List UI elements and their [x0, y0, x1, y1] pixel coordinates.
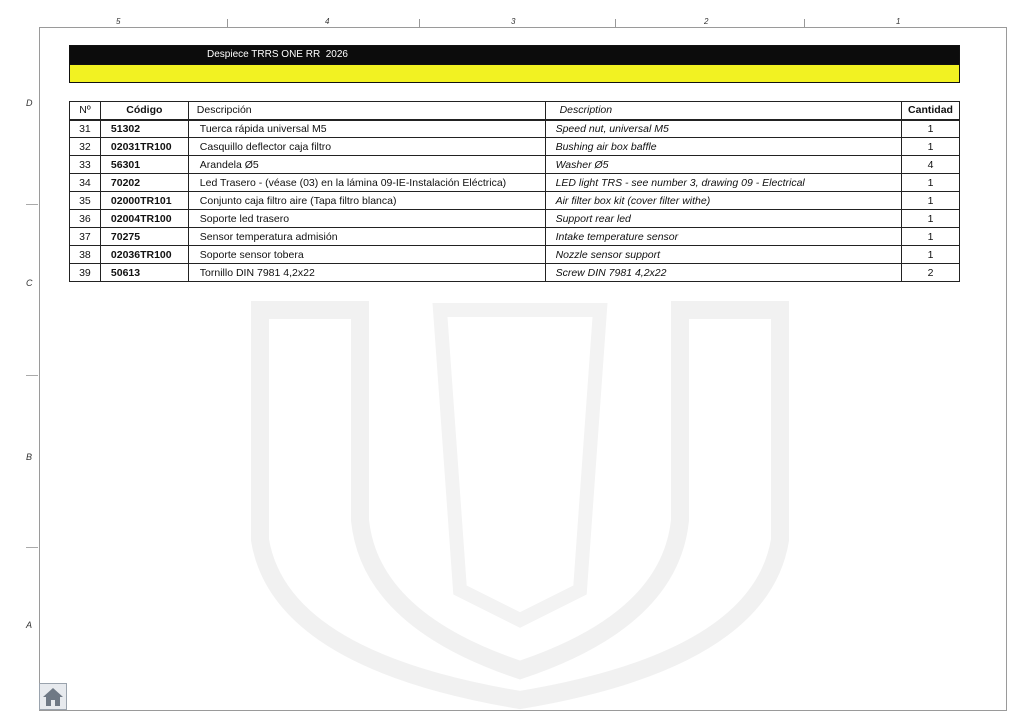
header-description-es: Descripción	[188, 102, 545, 120]
row-number: 37	[70, 228, 101, 246]
row-quantity: 1	[902, 210, 960, 228]
row-quantity: 1	[902, 192, 960, 210]
top-ruler	[39, 14, 1007, 27]
header-number: Nº	[70, 102, 101, 120]
table-header-row	[70, 102, 960, 120]
table-row	[70, 210, 960, 228]
row-quantity: 1	[902, 138, 960, 156]
ruler-tick	[615, 19, 616, 27]
home-icon	[42, 687, 64, 707]
table-row	[70, 156, 960, 174]
row-description-es: Soporte sensor tobera	[188, 246, 545, 264]
row-number: 33	[70, 156, 101, 174]
table-row	[70, 174, 960, 192]
row-code: 70275	[100, 228, 188, 246]
row-description-en: Air filter box kit (cover filter withe)	[545, 192, 901, 210]
row-quantity: 1	[902, 246, 960, 264]
row-description-en: Support rear led	[545, 210, 901, 228]
header-quantity: Cantidad	[902, 102, 960, 120]
table-row	[70, 120, 960, 138]
row-description-en: Nozzle sensor support	[545, 246, 901, 264]
row-quantity: 1	[902, 228, 960, 246]
header-code: Código	[100, 102, 188, 120]
home-button[interactable]	[39, 683, 67, 710]
row-description-es: Sensor temperatura admisión	[188, 228, 545, 246]
row-code: 02000TR101	[100, 192, 188, 210]
row-quantity: 1	[902, 174, 960, 192]
ruler-col-1: 1	[896, 17, 901, 26]
row-number: 35	[70, 192, 101, 210]
row-number: 38	[70, 246, 101, 264]
row-description-es: Arandela Ø5	[188, 156, 545, 174]
row-number: 36	[70, 210, 101, 228]
row-description-en: LED light TRS - see number 3, drawing 09 - Electrical	[545, 174, 901, 192]
ruler-tick	[26, 375, 38, 376]
ruler-row-b: B	[26, 452, 33, 462]
row-quantity: 4	[902, 156, 960, 174]
table-row	[70, 246, 960, 264]
row-number: 32	[70, 138, 101, 156]
row-number: 34	[70, 174, 101, 192]
row-code: 50613	[100, 264, 188, 282]
parts-table	[69, 101, 960, 282]
ruler-row-a: A	[26, 620, 33, 630]
row-description-es: Soporte led trasero	[188, 210, 545, 228]
row-description-en: Screw DIN 7981 4,2x22	[545, 264, 901, 282]
row-code: 70202	[100, 174, 188, 192]
title-highlight-bar	[70, 64, 959, 82]
row-description-es: Tuerca rápida universal M5	[188, 120, 545, 138]
row-code: 02004TR100	[100, 210, 188, 228]
row-code: 02031TR100	[100, 138, 188, 156]
row-code: 51302	[100, 120, 188, 138]
table-row	[70, 138, 960, 156]
table-row	[70, 228, 960, 246]
row-number: 31	[70, 120, 101, 138]
table-row	[70, 192, 960, 210]
ruler-tick	[26, 204, 38, 205]
row-description-es: Tornillo DIN 7981 4,2x22	[188, 264, 545, 282]
left-ruler	[0, 27, 39, 711]
row-quantity: 2	[902, 264, 960, 282]
row-description-en: Speed nut, universal M5	[545, 120, 901, 138]
ruler-col-4: 4	[325, 17, 330, 26]
ruler-tick	[419, 19, 420, 27]
ruler-row-d: D	[26, 98, 33, 108]
row-code: 56301	[100, 156, 188, 174]
row-number: 39	[70, 264, 101, 282]
document-title: Despiece TRRS ONE RR 2026	[70, 46, 959, 64]
ruler-row-c: C	[26, 278, 33, 288]
row-description-es: Led Trasero - (véase (03) en la lámina 09-IE-Instalación Eléctrica)	[188, 174, 545, 192]
ruler-col-5: 5	[116, 17, 121, 26]
ruler-col-2: 2	[704, 17, 709, 26]
row-quantity: 1	[902, 120, 960, 138]
row-code: 02036TR100	[100, 246, 188, 264]
shield-watermark-icon	[240, 290, 800, 710]
row-description-en: Intake temperature sensor	[545, 228, 901, 246]
row-description-en: Bushing air box baffle	[545, 138, 901, 156]
ruler-tick	[804, 19, 805, 27]
header-description-en: Description	[545, 102, 901, 120]
row-description-es: Conjunto caja filtro aire (Tapa filtro blanca)	[188, 192, 545, 210]
row-description-en: Washer Ø5	[545, 156, 901, 174]
title-block	[69, 45, 960, 83]
ruler-tick	[227, 19, 228, 27]
ruler-col-3: 3	[511, 17, 516, 26]
ruler-tick	[26, 547, 38, 548]
table-row	[70, 264, 960, 282]
row-description-es: Casquillo deflector caja filtro	[188, 138, 545, 156]
